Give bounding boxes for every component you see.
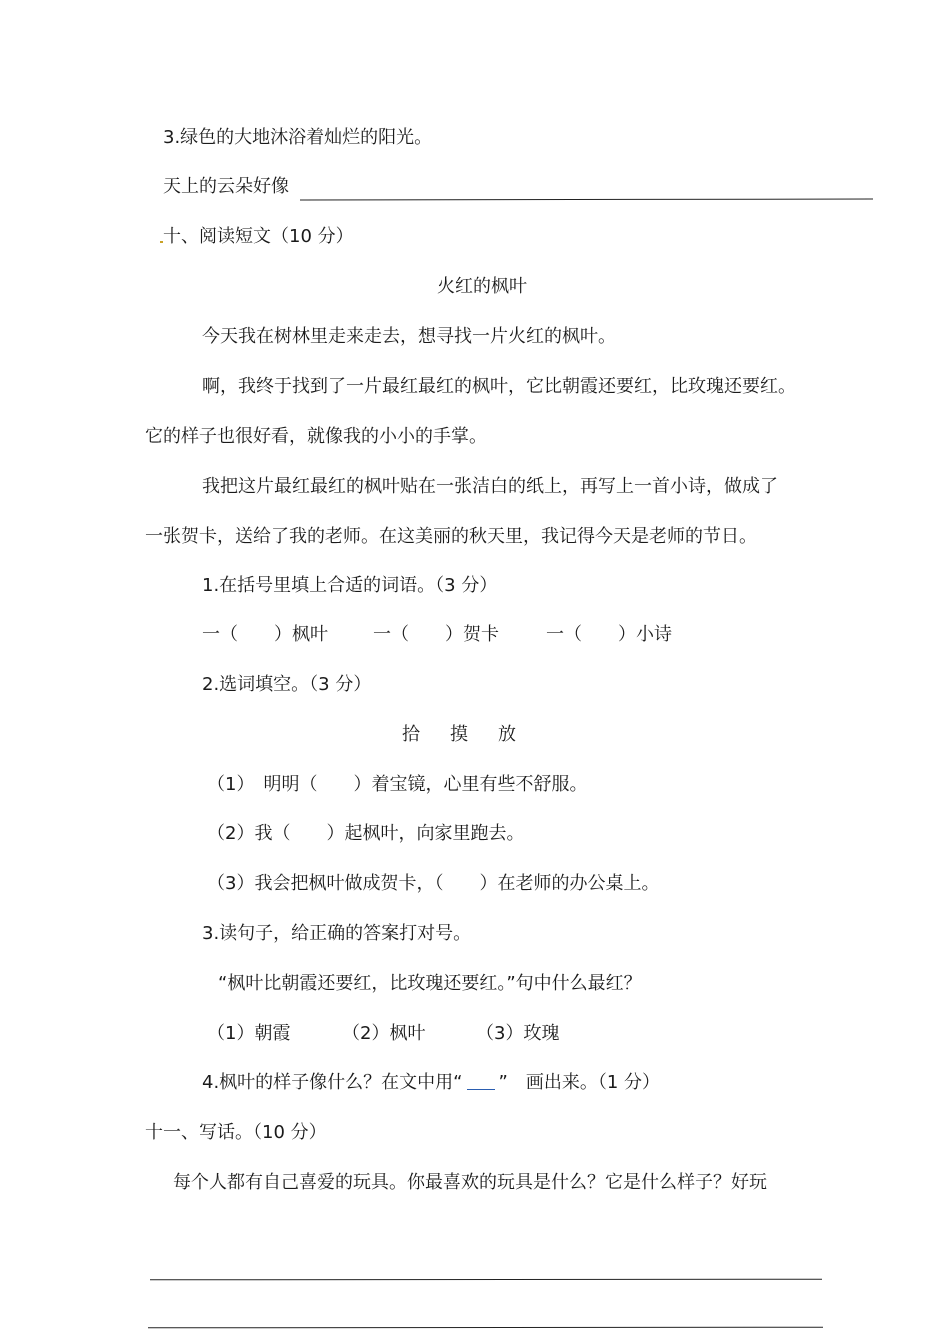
paragraph-2-line-1: 啊，我终于找到了一片最红最红的枫叶，它比朝霞还要红，比玫瑰还要红。 [202, 376, 796, 397]
paragraph-1: 今天我在树林里走来走去，想寻找一片火红的枫叶。 [202, 326, 616, 347]
paragraph-3-line-2: 一张贺卡，送给了我的老师。在这美丽的秋天里，我记得今天是老师的节日。 [145, 526, 757, 547]
answer-line[interactable] [300, 198, 873, 200]
section-11-heading: 十一、写话。（10 分） [145, 1122, 327, 1143]
q1-item-3[interactable]: 一（ ）小诗 [546, 624, 672, 645]
q3-option-1[interactable]: （1）朝霞 [207, 1023, 291, 1044]
q1-item-1[interactable]: 一（ ）枫叶 [202, 624, 328, 645]
q4-text-start: 4.枫叶的样子像什么？在文中用“ [202, 1072, 463, 1093]
q2-sentence-1[interactable]: （1） 明明（ ）着宝镜，心里有些不舒服。 [207, 774, 588, 795]
paragraph-2-line-2: 它的样子也很好看，就像我的小小的手掌。 [145, 426, 487, 447]
writing-prompt: 每个人都有自己喜爱的玩具。你最喜欢的玩具是什么？它是什么样子？好玩 [173, 1172, 767, 1193]
paragraph-3-line-1: 我把这片最红最红的枫叶贴在一张洁白的纸上，再写上一首小诗，做成了 [202, 476, 778, 497]
underline-sample [467, 1073, 495, 1090]
writing-line-1[interactable] [150, 1279, 822, 1281]
question-2: 2.选词填空。（3 分） [202, 674, 372, 695]
q1-item-2[interactable]: 一（ ）贺卡 [373, 624, 499, 645]
q3-quote: “枫叶比朝霞还要红，比玫瑰还要红。”句中什么最红？ [218, 973, 642, 994]
q2-sentence-3[interactable]: （3）我会把枫叶做成贺卡，（ ）在老师的办公桌上。 [207, 873, 660, 894]
q2-sentence-2[interactable]: （2）我（ ）起枫叶，向家里跑去。 [207, 823, 525, 844]
word-choice-2: 摸 [450, 724, 468, 745]
word-choice-3: 放 [498, 724, 516, 745]
question-1: 1.在括号里填上合适的词语。（3 分） [202, 575, 498, 596]
q4-text-end: ” 画出来。（1 分） [498, 1072, 660, 1093]
passage-title: 火红的枫叶 [437, 276, 527, 297]
sentence-3: 3.绿色的大地沐浴着灿烂的阳光。 [163, 127, 433, 148]
q3-option-3[interactable]: （3）玫瑰 [476, 1023, 560, 1044]
question-4 [202, 1071, 660, 1095]
q3-option-2[interactable]: （2）枫叶 [342, 1023, 426, 1044]
cloud-prompt: 天上的云朵好像 [163, 176, 289, 197]
writing-line-2[interactable] [148, 1327, 823, 1329]
section-10-heading: 十、阅读短文（10 分） [163, 226, 354, 247]
question-3: 3.读句子，给正确的答案打对号。 [202, 923, 472, 944]
word-choice-1: 拾 [402, 724, 420, 745]
